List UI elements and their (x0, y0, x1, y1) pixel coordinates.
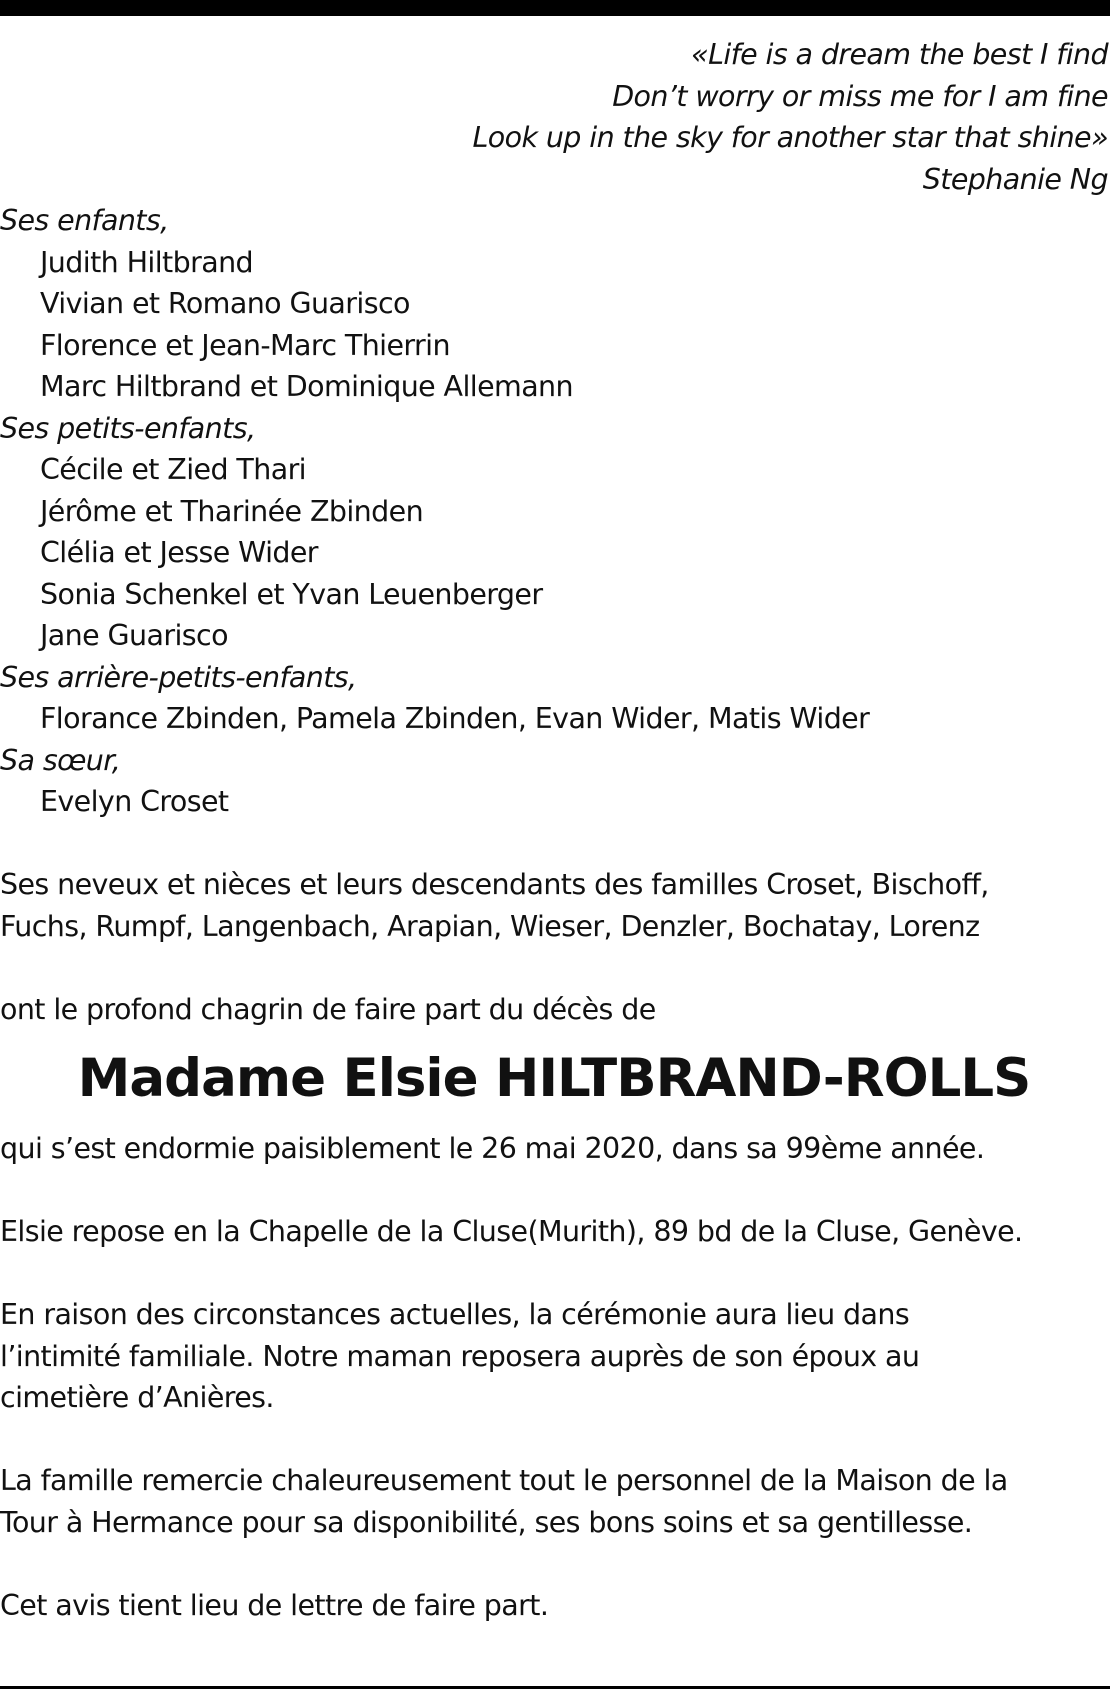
family-group-label: Ses enfants, (0, 204, 169, 237)
family-member: Florence et Jean-Marc Thierrin (40, 328, 450, 362)
family-member: Jane Guarisco (40, 619, 228, 652)
ceremony-line: En raison des circonstances actuelles, la cérémonie aura lieu dans (0, 1298, 910, 1331)
obituary-notice (0, 34, 1108, 1626)
relatives-line: Fuchs, Rumpf, Langenbach, Arapian, Wieser, Denzler, Bochatay, Lorenz (0, 909, 980, 943)
family-group-label: Sa sœur, (0, 743, 121, 777)
family-member: Cécile et Zied Thari (40, 453, 307, 486)
closing-text: Cet avis tient lieu de lettre de faire part. (0, 1588, 549, 1622)
ceremony-line: l’intimité familiale. Notre maman reposera auprès de son époux au (0, 1339, 920, 1373)
family-member: Florance Zbinden, Pamela Zbinden, Evan Wider, Matis Wider (40, 702, 870, 735)
resting-place-text: Elsie repose en la Chapelle de la Cluse(Murith), 89 bd de la Cluse, Genève. (0, 1215, 1023, 1248)
spacer (0, 1170, 1108, 1212)
spacer (0, 1543, 1108, 1585)
family-group-label: Ses arrière-petits-enfants, (0, 660, 357, 694)
spacer (0, 1253, 1108, 1295)
deceased-name: Madame Elsie HILTBRAND-ROLLS (77, 1048, 1031, 1109)
quote-line: Look up in the sky for another star that shine» (472, 121, 1108, 154)
bottom-border-rule (0, 1686, 1110, 1689)
thanks-line: Tour à Hermance pour sa disponibilité, ses bons soins et sa gentillesse. (0, 1505, 973, 1539)
epigraph-quote (0, 34, 1108, 200)
relatives-paragraph (0, 864, 1108, 947)
quote-line: «Life is a dream the best I find (691, 38, 1108, 71)
family-member: Sonia Schenkel et Yvan Leuenberger (40, 577, 543, 611)
top-border-rule (0, 0, 1110, 16)
family-member: Vivian et Romano Guarisco (40, 287, 410, 320)
thanks-paragraph (0, 1460, 1108, 1543)
spacer (0, 947, 1108, 989)
quote-author: Stephanie Ng (922, 162, 1108, 196)
family-member: Jérôme et Tharinée Zbinden (40, 494, 424, 528)
family-member: Judith Hiltbrand (40, 245, 254, 279)
quote-line: Don’t worry or miss me for I am fine (612, 79, 1108, 113)
family-group-label: Ses petits-enfants, (0, 411, 256, 445)
ceremony-paragraph (0, 1294, 1108, 1419)
family-member: Clélia et Jesse Wider (40, 536, 318, 569)
family-member: Marc Hiltbrand et Dominique Allemann (40, 370, 573, 403)
death-notice-text: qui s’est endormie paisiblement le 26 mai 2020, dans sa 99ème année. (0, 1132, 985, 1165)
family-member: Evelyn Croset (40, 785, 229, 818)
thanks-line: La famille remercie chaleureusement tout le personnel de la Maison de la (0, 1464, 1008, 1497)
relatives-line: Ses neveux et nièces et leurs descendants des familles Croset, Bischoff, (0, 868, 989, 901)
ceremony-line: cimetière d’Anières. (0, 1381, 274, 1414)
spacer (0, 1419, 1108, 1461)
announcement-text: ont le profond chagrin de faire part du décès de (0, 992, 656, 1026)
spacer (0, 823, 1108, 865)
family-list (0, 200, 1108, 823)
